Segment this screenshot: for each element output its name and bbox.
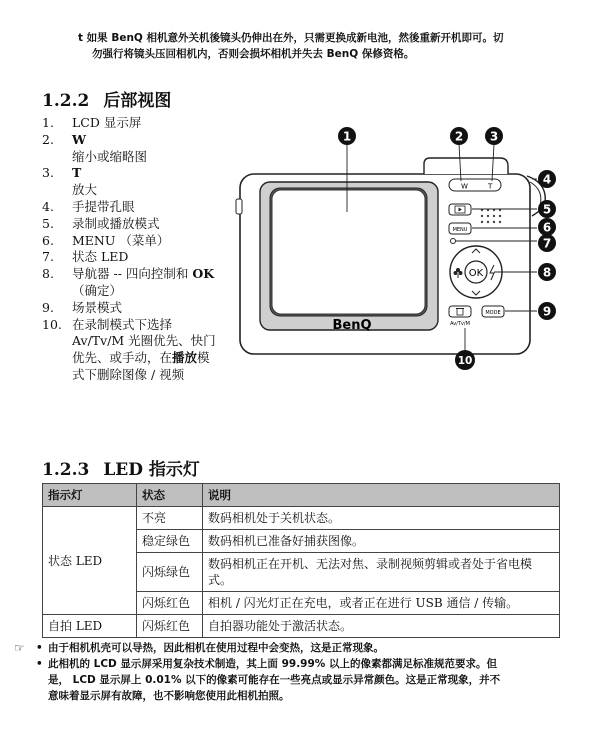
callout-number: 7 xyxy=(542,236,552,251)
list-item xyxy=(42,300,242,317)
note-text: 此相机的 LCD 显示屏采用复杂技术制造，其上面 99.99% 以上的像素都满足标准规范要求。但 xyxy=(48,658,497,670)
item-number: 7. xyxy=(42,249,54,265)
item-text: 手提带孔眼 xyxy=(72,198,135,214)
state-cell: 不亮 xyxy=(137,507,203,530)
callout-number: 9 xyxy=(542,304,552,319)
item-text-bold: OK xyxy=(192,266,215,282)
column-header-indicator: 指示灯 xyxy=(43,484,137,507)
section-title: LED 指示灯 xyxy=(103,460,200,480)
list-item xyxy=(42,115,242,132)
pointing-hand-icon: ☞ xyxy=(14,641,25,655)
note-text: 意味着显示屏有故障，也不影响您使用此相机拍照。 xyxy=(48,690,290,702)
top-note-line-2: 勿强行将镜头压回相机内，否则会损坏相机并失去 BenQ 保修资格。 xyxy=(92,48,415,60)
item-text: Av/Tv/M 光圈优先、快门 xyxy=(72,333,216,349)
indicator-cell: 自拍 LED xyxy=(43,615,137,638)
state-cell: 闪烁绿色 xyxy=(137,553,203,592)
list-item xyxy=(42,266,242,300)
callout-9 xyxy=(538,302,556,320)
list-item xyxy=(42,199,242,216)
item-text: LCD 显示屏 xyxy=(72,115,142,130)
menu-button-label: MENU xyxy=(452,227,468,233)
list-item xyxy=(42,249,242,266)
item-text: 模 xyxy=(197,350,210,366)
item-number: 8. xyxy=(42,266,54,282)
bullet-icon: • xyxy=(36,642,43,654)
section-heading-rear-view xyxy=(42,86,171,111)
avtvm-label: Av/Tv/M xyxy=(450,321,470,327)
item-text-bold: 播放 xyxy=(172,350,198,366)
trash-lid-icon xyxy=(456,308,464,309)
callout-8 xyxy=(538,263,556,281)
parts-list xyxy=(42,115,242,384)
description-cell: 数码相机已准备好捕获图像。 xyxy=(203,530,560,553)
callout-number: 6 xyxy=(542,220,552,235)
item-subtext: 缩小或缩略图 xyxy=(72,148,148,164)
item-number: 1. xyxy=(42,115,54,130)
note-item xyxy=(14,640,564,656)
section-number: 1.2.3 xyxy=(42,460,90,480)
column-header-state: 状态 xyxy=(137,484,203,507)
lcd-screen xyxy=(272,190,425,314)
ok-button-label: OK xyxy=(468,268,484,279)
description-cell: 数码相机正在开机、无法对焦、录制视频剪辑或者处于省电模式。 xyxy=(203,553,560,592)
led-indicator-table xyxy=(42,483,560,638)
description-cell: 相机 / 闪光灯正在充电，或者正在进行 USB 通信 / 传输。 xyxy=(203,592,560,615)
item-number: 4. xyxy=(42,198,54,214)
callout-number: 3 xyxy=(489,129,499,144)
callout-number: 5 xyxy=(542,202,552,217)
item-number: 2. xyxy=(42,131,54,147)
side-clip xyxy=(236,199,242,214)
description-cell: 自拍器功能处于激活状态。 xyxy=(203,615,560,638)
list-item xyxy=(42,216,242,233)
item-text: 状态 LED xyxy=(72,249,129,265)
callout-4 xyxy=(538,170,556,188)
item-number: 10. xyxy=(42,316,62,332)
item-number: 3. xyxy=(42,165,54,181)
top-note-line-1: t 如果 BenQ 相机意外关机後镜头仍伸出在外，只需更换成新电池，然後重新开机即可。切 xyxy=(78,32,504,44)
section-heading-led xyxy=(42,455,200,480)
callout-7 xyxy=(538,234,556,252)
state-cell: 稳定绿色 xyxy=(137,530,203,553)
callout-3 xyxy=(485,127,503,145)
zoom-t-label: T xyxy=(488,182,493,191)
callout-1 xyxy=(338,127,356,145)
note-item xyxy=(14,656,564,704)
list-item xyxy=(42,165,242,199)
note-text: 由于相机机壳可以导热，因此相机在使用过程中会变热，这是正常现象。 xyxy=(48,642,384,654)
list-item xyxy=(42,132,242,166)
brand-logo: BenQ xyxy=(332,318,372,333)
item-subtext: （确定） xyxy=(72,282,123,298)
indicator-cell: 状态 LED xyxy=(43,507,137,615)
note-text: 是， LCD 显示屏上 0.01% 以下的像素可能存在一些亮点或显示异常颜色。这是正常现象，并不 xyxy=(48,674,501,686)
item-text: 录制或播放模式 xyxy=(72,215,160,231)
section-title: 后部视图 xyxy=(103,91,172,111)
item-text: MENU （菜单） xyxy=(72,232,170,248)
item-subtext: 放大 xyxy=(72,182,98,198)
bullet-icon: • xyxy=(36,658,43,670)
list-item xyxy=(42,317,242,384)
table-row xyxy=(43,615,560,638)
callout-2 xyxy=(450,127,468,145)
callout-number: 4 xyxy=(542,172,552,187)
item-number: 9. xyxy=(42,299,54,315)
item-text: 优先、或手动，在 xyxy=(72,350,173,366)
item-number: 6. xyxy=(42,232,54,248)
list-item xyxy=(42,233,242,250)
mode-button-label: MODE xyxy=(485,310,501,316)
description-cell: 数码相机处于关机状态。 xyxy=(203,507,560,530)
state-cell: 闪烁红色 xyxy=(137,592,203,615)
item-text: T xyxy=(72,165,82,181)
callout-6 xyxy=(538,218,556,236)
zoom-rocker xyxy=(424,158,508,174)
item-text: 导航器 -- 四向控制和 xyxy=(72,266,193,282)
callout-5 xyxy=(538,200,556,218)
item-text: 场景模式 xyxy=(72,299,123,315)
section-number: 1.2.2 xyxy=(42,91,90,111)
callout-number: 2 xyxy=(454,129,464,144)
table-row xyxy=(43,507,560,530)
strap-eyelet-inner xyxy=(530,182,541,206)
camera-rear-diagram xyxy=(232,124,562,374)
zoom-button xyxy=(449,179,501,191)
callout-number: 8 xyxy=(542,265,552,280)
zoom-w-label: W xyxy=(461,182,468,191)
item-text: 在录制模式下选择 xyxy=(72,316,173,332)
notes-section xyxy=(14,640,564,704)
column-header-description: 说明 xyxy=(203,484,560,507)
callout-number: 10 xyxy=(457,355,473,367)
table-header-row xyxy=(43,484,560,507)
callout-10 xyxy=(455,350,475,370)
item-text: W xyxy=(72,131,87,147)
top-note xyxy=(78,30,568,62)
callout-number: 1 xyxy=(342,129,352,144)
state-cell: 闪烁红色 xyxy=(137,615,203,638)
status-led xyxy=(451,239,456,244)
item-text: 式下删除图像 / 视频 xyxy=(72,366,185,382)
item-number: 5. xyxy=(42,215,54,231)
